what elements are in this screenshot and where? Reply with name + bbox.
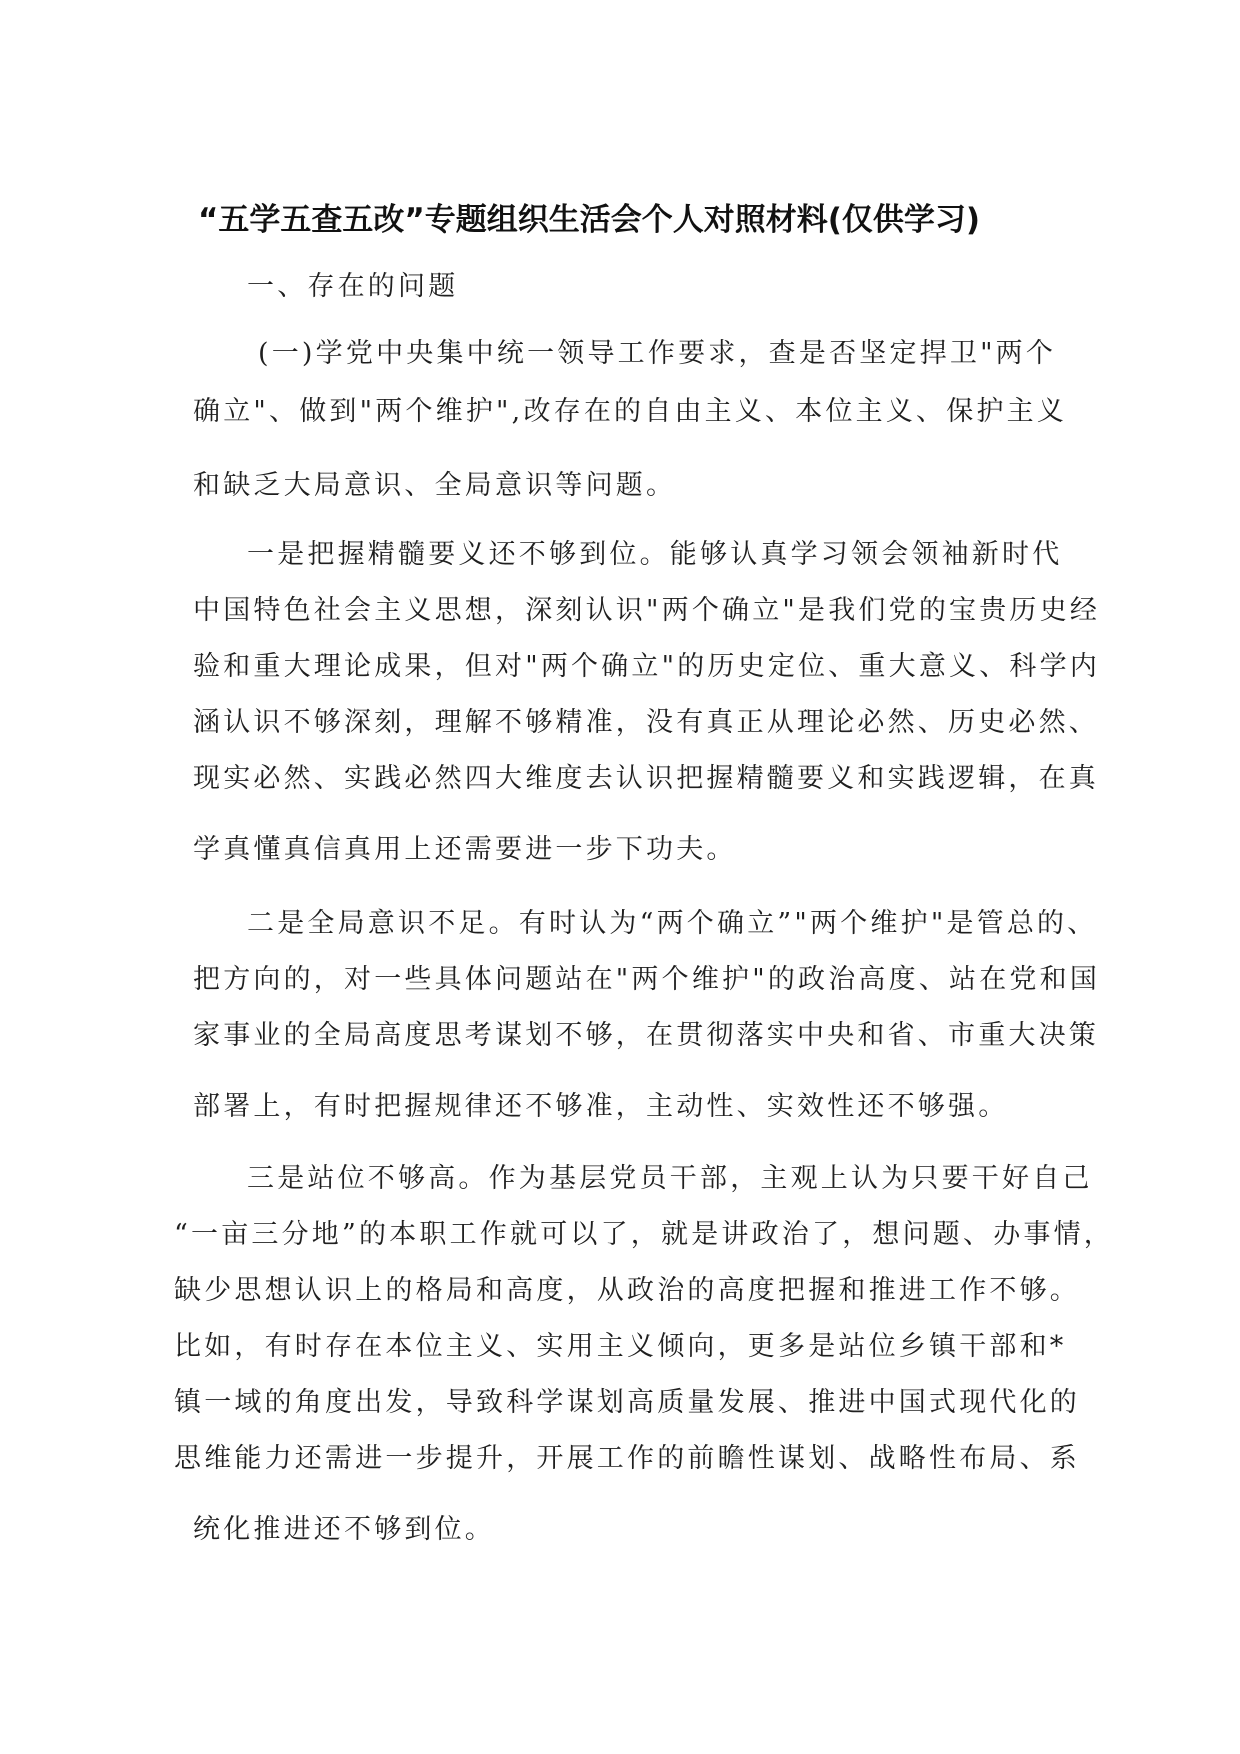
text-line: 中国特色社会主义思想，深刻认识"两个确立"是我们党的宝贵历史经 <box>193 595 1101 626</box>
text-line: 家事业的全局高度思考谋划不够，在贯彻落实中央和省、市重大决策 <box>193 1020 1099 1051</box>
text-line: 统化推进还不够到位。 <box>193 1514 495 1545</box>
text-line: 涵认识不够深刻，理解不够精准，没有真正从理论必然、历史必然、 <box>193 707 1099 738</box>
text-line: (一)学党中央集中统一领导工作要求，查是否坚定捍卫"两个 <box>258 338 1057 369</box>
text-line: 一是把握精髓要义还不够到位。能够认真学习领会领袖新时代 <box>247 539 1063 570</box>
text-line: 和缺乏大局意识、全局意识等问题。 <box>193 470 677 501</box>
section-heading: 一、存在的问题 <box>247 271 459 302</box>
text-line: 部署上，有时把握规律还不够准，主动性、实效性还不够强。 <box>193 1091 1009 1122</box>
text-line: 缺少思想认识上的格局和高度，从政治的高度把握和推进工作不够。 <box>174 1275 1080 1306</box>
text-line: 现实必然、实践必然四大维度去认识把握精髓要义和实践逻辑，在真 <box>193 763 1099 794</box>
text-line: 二是全局意识不足。有时认为“两个确立”"两个维护"是管总的、 <box>247 908 1098 939</box>
text-line: 镇一域的角度出发，导致科学谋划高质量发展、推进中国式现代化的 <box>174 1387 1080 1418</box>
text-line: 三是站位不够高。作为基层党员干部，主观上认为只要干好自己 <box>247 1163 1093 1194</box>
text-line: 思维能力还需进一步提升，开展工作的前瞻性谋划、战略性布局、系 <box>174 1443 1080 1474</box>
text-line: 学真懂真信真用上还需要进一步下功夫。 <box>193 834 737 865</box>
text-line: 把方向的，对一些具体问题站在"两个维护"的政治高度、站在党和国 <box>193 964 1101 995</box>
text-line: 确立"、做到"两个维护",改存在的自由主义、本位主义、保护主义 <box>193 396 1068 427</box>
text-line: “一亩三分地”的本职工作就可以了，就是讲政治了，想问题、办事情， <box>174 1219 1115 1250</box>
text-line: 比如，有时存在本位主义、实用主义倾向，更多是站位乡镇干部和* <box>174 1331 1067 1362</box>
text-line: 验和重大理论成果，但对"两个确立"的历史定位、重大意义、科学内 <box>193 651 1101 682</box>
document-title: “五学五查五改”专题组织生活会个人对照材料(仅供学习) <box>198 202 981 238</box>
